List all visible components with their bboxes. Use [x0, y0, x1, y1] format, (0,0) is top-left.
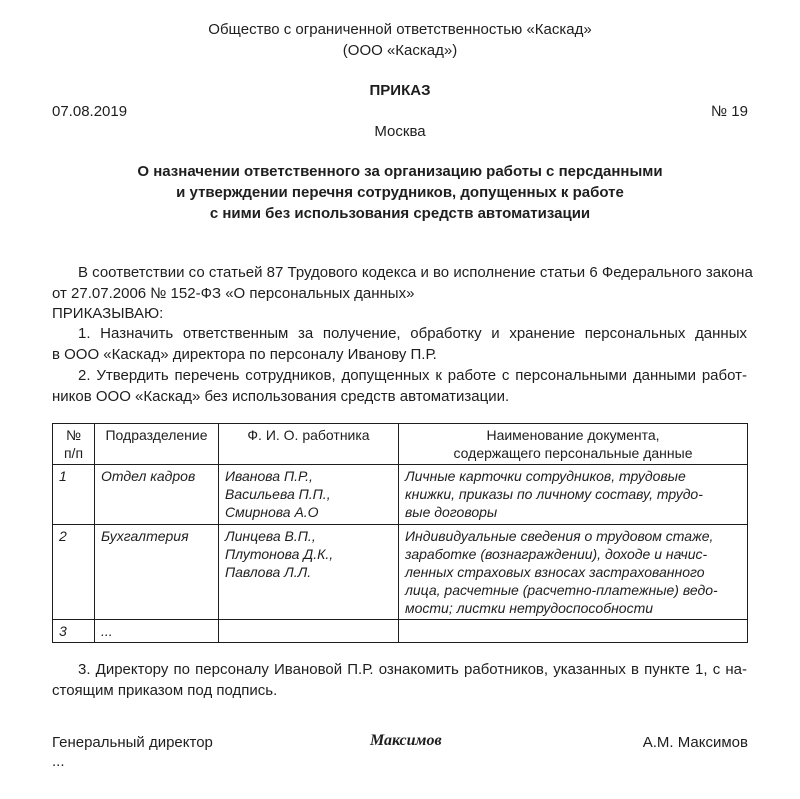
- table-row: [53, 465, 748, 525]
- row-doc: Индивидуальные сведения о трудовом стаже, заработке (вознаграждении), доходе и начис- ленных страховых взносах застрахованного лица, расчетные (расчетно-платежные) ведо- мости; листки нетрудоспособности: [399, 525, 748, 620]
- org-full-name: Общество с ограниченной ответственностью «Каскад»: [208, 21, 592, 38]
- item1-line: 1. Назначить ответственным за получение, обработку и хранение персональных данных: [78, 325, 747, 342]
- row-dept: Бухгалтерия: [95, 525, 219, 620]
- item1-line: в ООО «Каскад» директора по персоналу Иванову П.Р.: [52, 346, 437, 363]
- row-dept: Отдел кадров: [95, 465, 219, 525]
- header-dept: Подразделение: [95, 424, 219, 465]
- row-doc: [399, 620, 748, 643]
- table-row: [53, 620, 748, 643]
- item3-line: стоящим приказом под подпись.: [52, 682, 278, 699]
- handwritten-signature: Максимов: [370, 732, 442, 749]
- row-num: 2: [53, 525, 95, 620]
- item2-line: ников ООО «Каскад» без использования средств автоматизации.: [52, 388, 510, 405]
- doc-number: № 19: [711, 103, 748, 120]
- doc-date: 07.08.2019: [52, 103, 128, 120]
- table-row: [53, 525, 748, 620]
- row-fio: Иванова П.Р., Васильева П.П., Смирнова А.О: [219, 465, 399, 525]
- order-word: ПРИКАЗЫВАЮ:: [52, 305, 164, 322]
- row-fio: Линцева В.П., Плутонова Д.К., Павлова Л.Л.: [219, 525, 399, 620]
- header-doc: Наименование документа, содержащего персональные данные: [399, 424, 748, 465]
- row-num: 3: [53, 620, 95, 643]
- header-num: № п/п: [53, 424, 95, 465]
- doc-type: ПРИКАЗ: [369, 82, 431, 99]
- trailing-ellipsis: ...: [52, 753, 65, 770]
- employees-table: [52, 423, 748, 643]
- doc-title-line: О назначении ответственного за организацию работы с персданными: [137, 163, 663, 180]
- doc-title-line: с ними без использования средств автоматизации: [209, 205, 591, 222]
- item3-line: 3. Директору по персоналу Ивановой П.Р. ознакомить работников, указанных в пункте 1, с на-: [78, 661, 747, 678]
- table-header-row: [53, 424, 748, 465]
- doc-title-line: и утверждении перечня сотрудников, допущенных к работе: [176, 184, 624, 201]
- preamble-line: В соответствии со статьей 87 Трудового кодекса и во исполнение статьи 6 Федерального закона: [78, 264, 753, 281]
- org-short-name: (ООО «Каскад»): [342, 42, 458, 59]
- doc-city: Москва: [374, 123, 426, 140]
- signature-position: Генеральный директор: [52, 734, 213, 751]
- row-num: 1: [53, 465, 95, 525]
- item2-line: 2. Утвердить перечень сотрудников, допущенных к работе с персональными данными работ-: [78, 367, 747, 384]
- header-fio: Ф. И. О. работника: [219, 424, 399, 465]
- preamble-line: от 27.07.2006 № 152-ФЗ «О персональных данных»: [52, 285, 415, 302]
- signer-name: А.М. Максимов: [642, 734, 748, 751]
- row-dept: ...: [95, 620, 219, 643]
- row-doc: Личные карточки сотрудников, трудовые книжки, приказы по личному составу, трудо- вые договоры: [399, 465, 748, 525]
- row-fio: [219, 620, 399, 643]
